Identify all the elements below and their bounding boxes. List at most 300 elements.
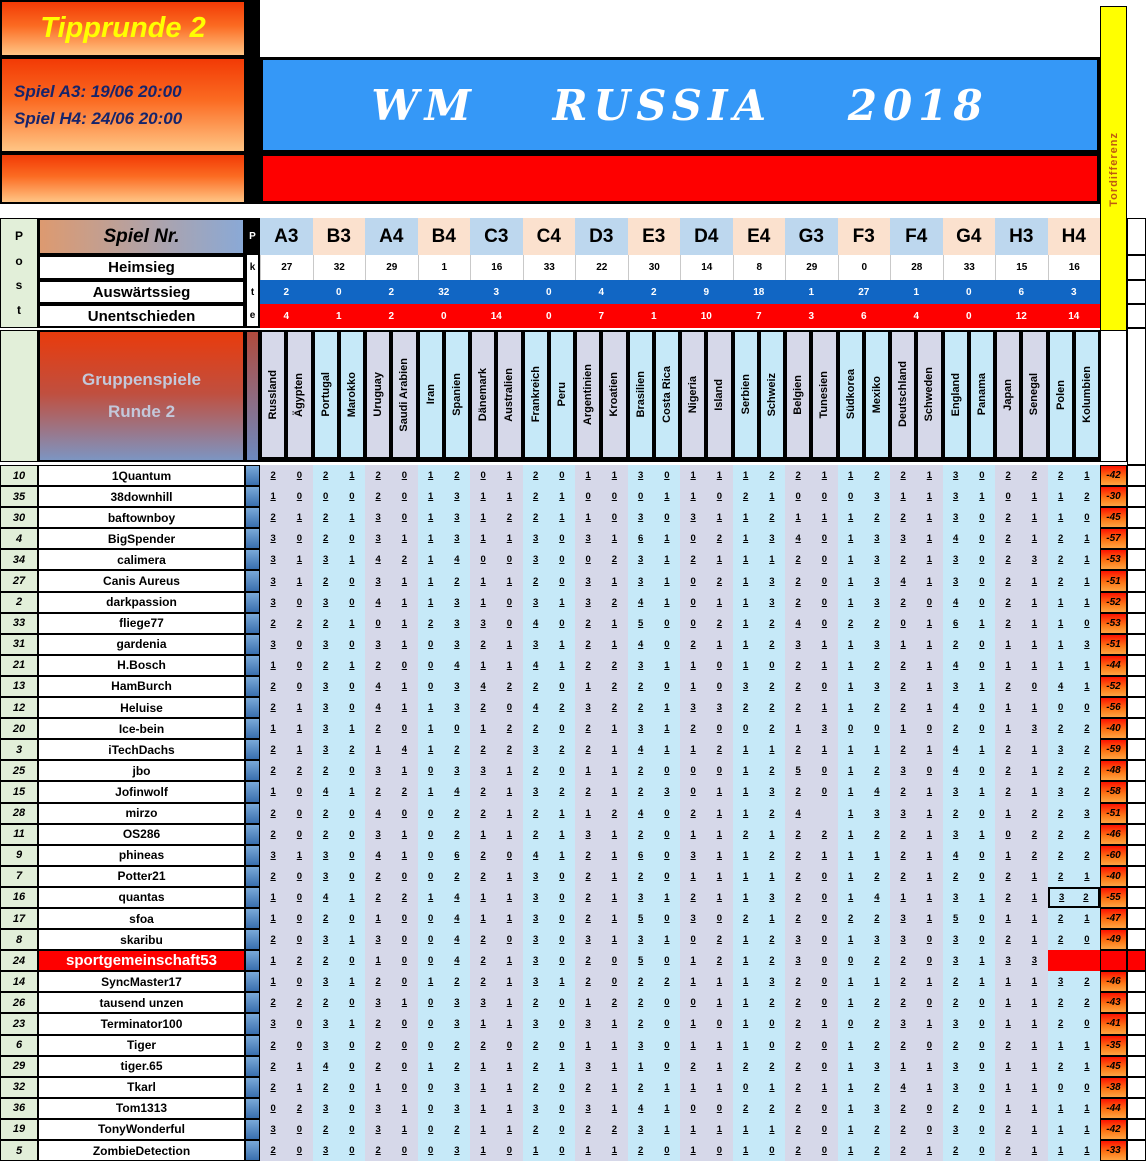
tip-cell-H3[interactable] — [995, 634, 1048, 655]
tip-cell-B4[interactable] — [418, 887, 471, 908]
tip-cell-D3[interactable] — [575, 950, 628, 971]
tip-cell-A3[interactable] — [260, 718, 313, 739]
tip-cell-H3[interactable] — [995, 845, 1048, 866]
tip-cell-F4[interactable] — [890, 824, 943, 845]
tip-cell-F3[interactable] — [838, 824, 891, 845]
tip-cell-C3[interactable] — [470, 1098, 523, 1119]
tip-cell-E4[interactable] — [733, 950, 786, 971]
tip-cell-A4[interactable] — [365, 549, 418, 570]
auswaertssieg-value-F3[interactable]: 27 — [838, 280, 891, 304]
tip-cell-H3[interactable] — [995, 613, 1048, 634]
punkte-cell[interactable] — [245, 634, 260, 655]
tordifferenz-cell[interactable]: -57 — [1100, 528, 1127, 549]
post-cell[interactable]: 17 — [0, 908, 38, 929]
tip-cell-H3[interactable] — [995, 781, 1048, 802]
tip-cell-H3[interactable] — [995, 1056, 1048, 1077]
tordifferenz-cell[interactable]: -44 — [1100, 655, 1127, 676]
tip-cell-G3[interactable] — [785, 781, 838, 802]
tip-cell-G3[interactable] — [785, 1056, 838, 1077]
player-name-cell[interactable]: 38downhill — [38, 486, 245, 507]
tip-cell-B3[interactable] — [313, 697, 366, 718]
player-name-cell[interactable]: Potter21 — [38, 866, 245, 887]
unentschieden-value-D3[interactable]: 7 — [575, 304, 628, 328]
tip-cell-G4[interactable] — [943, 971, 996, 992]
tip-cell-C3[interactable] — [470, 887, 523, 908]
auswaertssieg-value-E3[interactable]: 2 — [628, 280, 681, 304]
tip-cell-F3[interactable] — [838, 1119, 891, 1140]
tip-cell-F3[interactable] — [838, 592, 891, 613]
tip-cell-E3[interactable] — [628, 1056, 681, 1077]
tip-cell-A4[interactable] — [365, 1098, 418, 1119]
tip-cell-A3[interactable] — [260, 760, 313, 781]
tip-cell-C4[interactable] — [523, 887, 576, 908]
tip-cell-C3[interactable] — [470, 824, 523, 845]
tip-cell-B4[interactable] — [418, 1013, 471, 1034]
tip-cell-G3[interactable] — [785, 613, 838, 634]
tip-cell-H4[interactable] — [1048, 971, 1101, 992]
tip-cell-C3[interactable] — [470, 570, 523, 591]
auswaertssieg-value-H3[interactable]: 6 — [995, 280, 1048, 304]
tip-cell-B4[interactable] — [418, 824, 471, 845]
tip-cell-H4[interactable] — [1048, 887, 1101, 908]
tip-cell-H4[interactable] — [1048, 1140, 1101, 1161]
team-cell-D4-away[interactable] — [706, 330, 732, 459]
tip-cell-A3[interactable] — [260, 887, 313, 908]
tip-cell-D3[interactable] — [575, 1140, 628, 1161]
tip-cell-C3[interactable] — [470, 1013, 523, 1034]
tip-cell-G3[interactable] — [785, 971, 838, 992]
tip-cell-F4[interactable] — [890, 1013, 943, 1034]
player-name-cell[interactable]: tausend unzen — [38, 992, 245, 1013]
tip-cell-G3[interactable] — [785, 992, 838, 1013]
tip-cell-D4[interactable] — [680, 676, 733, 697]
team-cell-H3-away[interactable] — [1021, 330, 1047, 459]
heimsieg-value-C3[interactable]: 16 — [470, 255, 523, 280]
match-header-G3[interactable]: G3 — [785, 218, 838, 255]
tip-cell-G4[interactable] — [943, 592, 996, 613]
tip-cell-H4[interactable] — [1048, 1035, 1101, 1056]
tip-cell-A4[interactable] — [365, 1140, 418, 1161]
tip-cell-F3[interactable] — [838, 803, 891, 824]
post-cell[interactable]: 33 — [0, 613, 38, 634]
tip-cell-H4[interactable] — [1048, 697, 1101, 718]
post-cell[interactable]: 5 — [0, 1140, 38, 1161]
tip-cell-E4[interactable] — [733, 1056, 786, 1077]
tip-cell-B4[interactable] — [418, 908, 471, 929]
unentschieden-value-E4[interactable]: 7 — [733, 304, 786, 328]
tip-cell-E3[interactable] — [628, 697, 681, 718]
tip-cell-C3[interactable] — [470, 465, 523, 486]
tip-cell-D4[interactable] — [680, 908, 733, 929]
tip-cell-D3[interactable] — [575, 507, 628, 528]
tip-cell-D4[interactable] — [680, 507, 733, 528]
player-name-cell[interactable]: Canis Aureus — [38, 570, 245, 591]
team-cell-E4-home[interactable] — [733, 330, 759, 459]
tip-cell-C3[interactable] — [470, 1077, 523, 1098]
player-name-cell[interactable]: Tom1313 — [38, 1098, 245, 1119]
punkte-cell[interactable] — [245, 549, 260, 570]
tip-cell-C3[interactable] — [470, 1035, 523, 1056]
tip-cell-B3[interactable] — [313, 908, 366, 929]
team-cell-G3-away[interactable] — [811, 330, 837, 459]
tip-cell-F3[interactable] — [838, 950, 891, 971]
tip-cell-A4[interactable] — [365, 1056, 418, 1077]
tip-cell-E3[interactable] — [628, 845, 681, 866]
tip-cell-H3[interactable] — [995, 1140, 1048, 1161]
tip-cell-A4[interactable] — [365, 824, 418, 845]
tip-cell-A4[interactable] — [365, 950, 418, 971]
tordifferenz-cell[interactable]: -45 — [1100, 1056, 1127, 1077]
tip-cell-G3[interactable] — [785, 528, 838, 549]
tip-cell-F4[interactable] — [890, 1140, 943, 1161]
auswaertssieg-value-G4[interactable]: 0 — [943, 280, 996, 304]
tip-cell-H4[interactable] — [1048, 486, 1101, 507]
tip-cell-A4[interactable] — [365, 634, 418, 655]
player-name-cell[interactable]: Jofinwolf — [38, 781, 245, 802]
tip-cell-F4[interactable] — [890, 1119, 943, 1140]
player-name-cell[interactable]: iTechDachs — [38, 739, 245, 760]
tip-cell-E4[interactable] — [733, 1140, 786, 1161]
heimsieg-value-B4[interactable]: 1 — [418, 255, 471, 280]
tip-cell-D3[interactable] — [575, 1119, 628, 1140]
punkte-cell[interactable] — [245, 803, 260, 824]
tip-cell-D4[interactable] — [680, 528, 733, 549]
tip-cell-G3[interactable] — [785, 570, 838, 591]
tip-cell-A4[interactable] — [365, 1077, 418, 1098]
tip-cell-C4[interactable] — [523, 1119, 576, 1140]
tip-cell-A3[interactable] — [260, 1035, 313, 1056]
tip-cell-G4[interactable] — [943, 781, 996, 802]
tip-cell-E3[interactable] — [628, 1035, 681, 1056]
player-name-cell[interactable]: Heluise — [38, 697, 245, 718]
punkte-cell[interactable] — [245, 697, 260, 718]
tip-cell-D3[interactable] — [575, 929, 628, 950]
tip-cell-C4[interactable] — [523, 908, 576, 929]
match-header-D4[interactable]: D4 — [680, 218, 733, 255]
tip-cell-D4[interactable] — [680, 1035, 733, 1056]
tip-cell-C4[interactable] — [523, 950, 576, 971]
tip-cell-B4[interactable] — [418, 929, 471, 950]
tip-cell-D4[interactable] — [680, 992, 733, 1013]
tip-cell-A4[interactable] — [365, 760, 418, 781]
post-cell[interactable]: 4 — [0, 528, 38, 549]
tip-cell-D4[interactable] — [680, 697, 733, 718]
tip-cell-B3[interactable] — [313, 634, 366, 655]
tip-cell-D3[interactable] — [575, 866, 628, 887]
tip-cell-E4[interactable] — [733, 1077, 786, 1098]
tip-cell-A3[interactable] — [260, 697, 313, 718]
tip-cell-F3[interactable] — [838, 676, 891, 697]
tordifferenz-cell[interactable]: -59 — [1100, 739, 1127, 760]
tip-cell-G3[interactable] — [785, 718, 838, 739]
tip-cell-C4[interactable] — [523, 1035, 576, 1056]
tip-cell-F4[interactable] — [890, 486, 943, 507]
punkte-cell[interactable] — [245, 1077, 260, 1098]
tip-cell-H3[interactable] — [995, 760, 1048, 781]
tip-cell-B3[interactable] — [313, 1035, 366, 1056]
tip-cell-A3[interactable] — [260, 739, 313, 760]
tip-cell-C4[interactable] — [523, 507, 576, 528]
tip-cell-H4[interactable] — [1048, 992, 1101, 1013]
tordifferenz-cell[interactable]: -47 — [1100, 908, 1127, 929]
tordifferenz-cell[interactable]: -51 — [1100, 803, 1127, 824]
punkte-cell[interactable] — [245, 866, 260, 887]
tip-cell-D4[interactable] — [680, 781, 733, 802]
tip-cell-G4[interactable] — [943, 486, 996, 507]
team-cell-A3-home[interactable] — [260, 330, 286, 459]
team-cell-B3-home[interactable] — [313, 330, 339, 459]
tip-cell-H4[interactable] — [1048, 655, 1101, 676]
player-name-cell[interactable]: Terminator100 — [38, 1013, 245, 1034]
player-name-cell[interactable]: mirzo — [38, 803, 245, 824]
post-cell[interactable]: 23 — [0, 1013, 38, 1034]
tip-cell-B3[interactable] — [313, 887, 366, 908]
tip-cell-G4[interactable] — [943, 634, 996, 655]
tip-cell-C4[interactable] — [523, 697, 576, 718]
punkte-cell[interactable] — [245, 655, 260, 676]
tip-cell-H4[interactable] — [1048, 1077, 1101, 1098]
tip-cell-A3[interactable] — [260, 1013, 313, 1034]
tip-cell-C4[interactable] — [523, 486, 576, 507]
tip-cell-D4[interactable] — [680, 634, 733, 655]
tip-cell-B4[interactable] — [418, 676, 471, 697]
tip-cell-E3[interactable] — [628, 866, 681, 887]
tip-cell-A4[interactable] — [365, 592, 418, 613]
tip-cell-B4[interactable] — [418, 655, 471, 676]
tip-cell-G4[interactable] — [943, 613, 996, 634]
unentschieden-value-A3[interactable]: 4 — [260, 304, 313, 328]
tip-cell-B3[interactable] — [313, 1056, 366, 1077]
tip-cell-G3[interactable] — [785, 1098, 838, 1119]
tip-cell-E4[interactable] — [733, 781, 786, 802]
tip-cell-F4[interactable] — [890, 971, 943, 992]
tip-cell-F4[interactable] — [890, 739, 943, 760]
tip-cell-F3[interactable] — [838, 486, 891, 507]
tordifferenz-cell[interactable]: -42 — [1100, 1119, 1127, 1140]
tip-cell-D4[interactable] — [680, 570, 733, 591]
tip-cell-A4[interactable] — [365, 528, 418, 549]
tip-cell-F3[interactable] — [838, 634, 891, 655]
punkte-cell[interactable] — [245, 613, 260, 634]
tip-cell-C4[interactable] — [523, 803, 576, 824]
tip-cell-H3[interactable] — [995, 697, 1048, 718]
match-header-G4[interactable]: G4 — [943, 218, 996, 255]
tip-cell-H3[interactable] — [995, 592, 1048, 613]
spiel-nr-header[interactable]: Spiel Nr. — [38, 218, 245, 255]
tip-cell-D4[interactable] — [680, 1140, 733, 1161]
punkte-cell[interactable] — [245, 971, 260, 992]
tip-cell-B4[interactable] — [418, 507, 471, 528]
auswaertssieg-value-G3[interactable]: 1 — [785, 280, 838, 304]
match-header-D3[interactable]: D3 — [575, 218, 628, 255]
tip-cell-A3[interactable] — [260, 1056, 313, 1077]
round-title-cell[interactable] — [0, 0, 246, 57]
tip-cell-G4[interactable] — [943, 655, 996, 676]
tip-cell-C3[interactable] — [470, 950, 523, 971]
tip-cell-H4[interactable] — [1048, 592, 1101, 613]
tip-cell-F3[interactable] — [838, 908, 891, 929]
tip-cell-C3[interactable] — [470, 803, 523, 824]
unentschieden-value-A4[interactable]: 2 — [365, 304, 418, 328]
tordifferenz-cell[interactable]: -51 — [1100, 634, 1127, 655]
tordifferenz-cell[interactable]: -55 — [1100, 887, 1127, 908]
tip-cell-E3[interactable] — [628, 634, 681, 655]
post-cell[interactable]: 20 — [0, 718, 38, 739]
tip-cell-C4[interactable] — [523, 760, 576, 781]
tip-cell-G3[interactable] — [785, 465, 838, 486]
tip-cell-B3[interactable] — [313, 1140, 366, 1161]
player-name-cell[interactable]: darkpassion — [38, 592, 245, 613]
tip-cell-H3[interactable] — [995, 908, 1048, 929]
tip-cell-B3[interactable] — [313, 992, 366, 1013]
tip-cell-F4[interactable] — [890, 697, 943, 718]
tip-cell-B3[interactable] — [313, 507, 366, 528]
tip-cell-D3[interactable] — [575, 528, 628, 549]
tip-cell-G4[interactable] — [943, 1098, 996, 1119]
tip-cell-B4[interactable] — [418, 1035, 471, 1056]
tip-cell-D3[interactable] — [575, 1035, 628, 1056]
tip-cell-E4[interactable] — [733, 1013, 786, 1034]
tip-cell-F4[interactable] — [890, 803, 943, 824]
tip-cell-F3[interactable] — [838, 570, 891, 591]
tip-cell-F3[interactable] — [838, 887, 891, 908]
tip-cell-C3[interactable] — [470, 992, 523, 1013]
tip-cell-D4[interactable] — [680, 718, 733, 739]
tip-cell-C3[interactable] — [470, 845, 523, 866]
player-name-cell[interactable]: Tiger — [38, 1035, 245, 1056]
unentschieden-value-C4[interactable]: 0 — [523, 304, 576, 328]
tip-cell-C3[interactable] — [470, 971, 523, 992]
tip-cell-G4[interactable] — [943, 1056, 996, 1077]
tip-cell-C4[interactable] — [523, 739, 576, 760]
team-cell-B4-away[interactable] — [444, 330, 470, 459]
tip-cell-C4[interactable] — [523, 549, 576, 570]
post-cell[interactable]: 3 — [0, 739, 38, 760]
tip-cell-C4[interactable] — [523, 971, 576, 992]
tip-cell-E3[interactable] — [628, 739, 681, 760]
tip-cell-G3[interactable] — [785, 1077, 838, 1098]
tip-cell-D3[interactable] — [575, 634, 628, 655]
tip-cell-F3[interactable] — [838, 760, 891, 781]
tip-cell-A3[interactable] — [260, 950, 313, 971]
auswaertssieg-value-C3[interactable]: 3 — [470, 280, 523, 304]
tip-cell-H4[interactable] — [1048, 824, 1101, 845]
tip-cell-E3[interactable] — [628, 824, 681, 845]
tip-cell-D3[interactable] — [575, 570, 628, 591]
tip-cell-D3[interactable] — [575, 760, 628, 781]
tip-cell-A4[interactable] — [365, 1035, 418, 1056]
tip-cell-B4[interactable] — [418, 465, 471, 486]
post-cell[interactable]: 16 — [0, 887, 38, 908]
punkte-cell[interactable] — [245, 739, 260, 760]
player-name-cell[interactable]: jbo — [38, 760, 245, 781]
tip-cell-A4[interactable] — [365, 739, 418, 760]
tip-cell-F3[interactable] — [838, 528, 891, 549]
tip-cell-G3[interactable] — [785, 655, 838, 676]
tip-cell-A4[interactable] — [365, 866, 418, 887]
tip-cell-F4[interactable] — [890, 676, 943, 697]
heimsieg-value-H3[interactable]: 15 — [995, 255, 1048, 280]
tip-cell-H3[interactable] — [995, 950, 1048, 971]
tordifferenz-cell[interactable]: -60 — [1100, 845, 1127, 866]
post-cell[interactable]: 7 — [0, 866, 38, 887]
tip-cell-A3[interactable] — [260, 1077, 313, 1098]
auswaertssieg-value-C4[interactable]: 0 — [523, 280, 576, 304]
tip-cell-C3[interactable] — [470, 929, 523, 950]
tip-cell-B4[interactable] — [418, 781, 471, 802]
punkte-cell[interactable] — [245, 676, 260, 697]
tip-cell-F3[interactable] — [838, 781, 891, 802]
tip-cell-H3[interactable] — [995, 971, 1048, 992]
tip-cell-C4[interactable] — [523, 992, 576, 1013]
tip-cell-A3[interactable] — [260, 824, 313, 845]
tip-cell-E4[interactable] — [733, 739, 786, 760]
tip-cell-D3[interactable] — [575, 655, 628, 676]
tip-cell-G3[interactable] — [785, 760, 838, 781]
tip-cell-C4[interactable] — [523, 824, 576, 845]
post-cell[interactable]: 19 — [0, 1119, 38, 1140]
heimsieg-value-H4[interactable]: 16 — [1048, 255, 1101, 280]
tip-cell-C4[interactable] — [523, 570, 576, 591]
post-cell[interactable]: 14 — [0, 971, 38, 992]
tip-cell-A4[interactable] — [365, 908, 418, 929]
tip-cell-G3[interactable] — [785, 739, 838, 760]
tip-cell-A4[interactable] — [365, 613, 418, 634]
tip-cell-H4[interactable] — [1048, 676, 1101, 697]
tip-cell-B3[interactable] — [313, 465, 366, 486]
tip-cell-H3[interactable] — [995, 655, 1048, 676]
tip-cell-E3[interactable] — [628, 1077, 681, 1098]
tip-cell-B3[interactable] — [313, 592, 366, 613]
tip-cell-B4[interactable] — [418, 803, 471, 824]
tip-cell-E4[interactable] — [733, 929, 786, 950]
unentschieden-value-C3[interactable]: 14 — [470, 304, 523, 328]
tip-cell-D4[interactable] — [680, 1119, 733, 1140]
tip-cell-B3[interactable] — [313, 1119, 366, 1140]
tip-cell-B4[interactable] — [418, 992, 471, 1013]
tip-cell-A4[interactable] — [365, 971, 418, 992]
tip-cell-E3[interactable] — [628, 887, 681, 908]
tip-cell-F3[interactable] — [838, 613, 891, 634]
tip-cell-B4[interactable] — [418, 845, 471, 866]
auswaertssieg-value-D3[interactable]: 4 — [575, 280, 628, 304]
post-cell[interactable]: 21 — [0, 655, 38, 676]
tip-cell-F3[interactable] — [838, 845, 891, 866]
tip-cell-D3[interactable] — [575, 1013, 628, 1034]
tip-cell-D3[interactable] — [575, 718, 628, 739]
tip-cell-G4[interactable] — [943, 992, 996, 1013]
tip-cell-A4[interactable] — [365, 1119, 418, 1140]
tip-cell-C3[interactable] — [470, 1140, 523, 1161]
tip-cell-G4[interactable] — [943, 507, 996, 528]
tip-cell-H4[interactable] — [1048, 570, 1101, 591]
unentschieden-value-H4[interactable]: 14 — [1048, 304, 1101, 328]
tip-cell-A4[interactable] — [365, 697, 418, 718]
tip-cell-D4[interactable] — [680, 655, 733, 676]
tordifferenz-cell[interactable]: -43 — [1100, 992, 1127, 1013]
tip-cell-E3[interactable] — [628, 655, 681, 676]
tip-cell-E4[interactable] — [733, 570, 786, 591]
tip-cell-E4[interactable] — [733, 676, 786, 697]
tip-cell-B3[interactable] — [313, 929, 366, 950]
punkte-cell[interactable] — [245, 1013, 260, 1034]
post-cell[interactable]: 26 — [0, 992, 38, 1013]
tip-cell-C3[interactable] — [470, 528, 523, 549]
auswaertssieg-value-B4[interactable]: 32 — [418, 280, 471, 304]
heimsieg-value-E3[interactable]: 30 — [628, 255, 681, 280]
tip-cell-E3[interactable] — [628, 760, 681, 781]
tip-cell-G4[interactable] — [943, 739, 996, 760]
